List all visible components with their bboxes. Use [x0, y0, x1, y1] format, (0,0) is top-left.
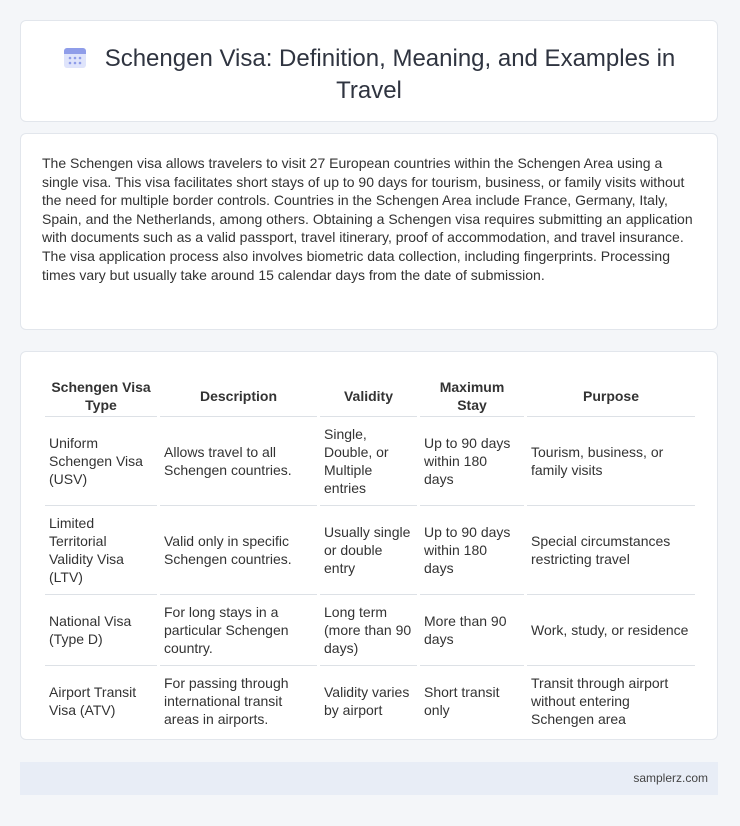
table-header-row: [45, 372, 695, 417]
header-cell: Description: [160, 372, 317, 417]
table-cell: Tourism, business, or family visits: [527, 417, 695, 506]
footer-site-link[interactable]: samplerz.com: [633, 771, 708, 785]
table-cell: For passing through international transit areas in airports.: [164, 675, 289, 727]
table-cell: More than 90 days: [420, 595, 524, 666]
table-row: [45, 506, 695, 595]
table-cell: Limited Territorial Validity Visa (LTV): [45, 506, 157, 595]
intro-card: [20, 133, 718, 330]
calendar-icon: [63, 45, 87, 76]
table-cell: Work, study, or residence: [527, 595, 695, 666]
table-cell: Allows travel to all Schengen countries.: [160, 417, 317, 506]
table-row: [45, 417, 695, 506]
intro-paragraph: The Schengen visa allows travelers to visit 27 European countries within the Schengen Area using a single visa. This visa facilitates short stays of up to 90 days for tourism, business, or family visits without the need for multiple border controls. Countries in the Schengen Area include France, Germany, Italy, Spain, and the Netherlands, among others. Obtaining a Schengen visa requires submitting an application with documents such as a valid passport, travel itinerary, proof of accommodation, and travel insurance. The visa application process also involves biometric data collection, including fingerprints. Processing times vary but usually take around 15 calendar days from the date of submission.: [42, 155, 693, 283]
table-cell: Special circumstances restricting travel: [527, 506, 695, 595]
page-title-text: Schengen Visa: Definition, Meaning, and Examples in Travel: [104, 45, 676, 104]
table-row: [45, 595, 695, 666]
header-cell: Maximum Stay: [420, 372, 524, 417]
table-cell: Uniform Schengen Visa (USV): [45, 417, 157, 506]
table-cell: Validity varies by airport: [324, 684, 410, 718]
table-cell: Long term (more than 90 days): [320, 595, 417, 666]
table-cell: National Visa (Type D): [45, 595, 157, 666]
table-cell: Short transit only: [424, 684, 500, 718]
table-cell: Usually single or double entry: [320, 506, 417, 595]
table-cell: For long stays in a particular Schengen country.: [160, 595, 317, 666]
page-title: [21, 44, 717, 105]
header-cell: Validity: [320, 372, 417, 417]
header-cell: Schengen Visa Type: [45, 372, 157, 417]
visa-types-table: [42, 372, 698, 736]
footer-bar: [20, 762, 718, 795]
table-cell: Up to 90 days within 180 days: [420, 417, 524, 506]
header-cell: Purpose: [527, 372, 695, 417]
table-cell: Airport Transit Visa (ATV): [49, 684, 137, 718]
table-row: [45, 666, 695, 736]
table-cell: Valid only in specific Schengen countries.: [160, 506, 317, 595]
table-cell: Up to 90 days within 180 days: [420, 506, 524, 595]
table-cell: Transit through airport without entering Schengen area: [531, 675, 669, 727]
table-cell: Single, Double, or Multiple entries: [320, 417, 417, 506]
visa-table-card: [20, 351, 718, 740]
title-card: [20, 20, 718, 122]
